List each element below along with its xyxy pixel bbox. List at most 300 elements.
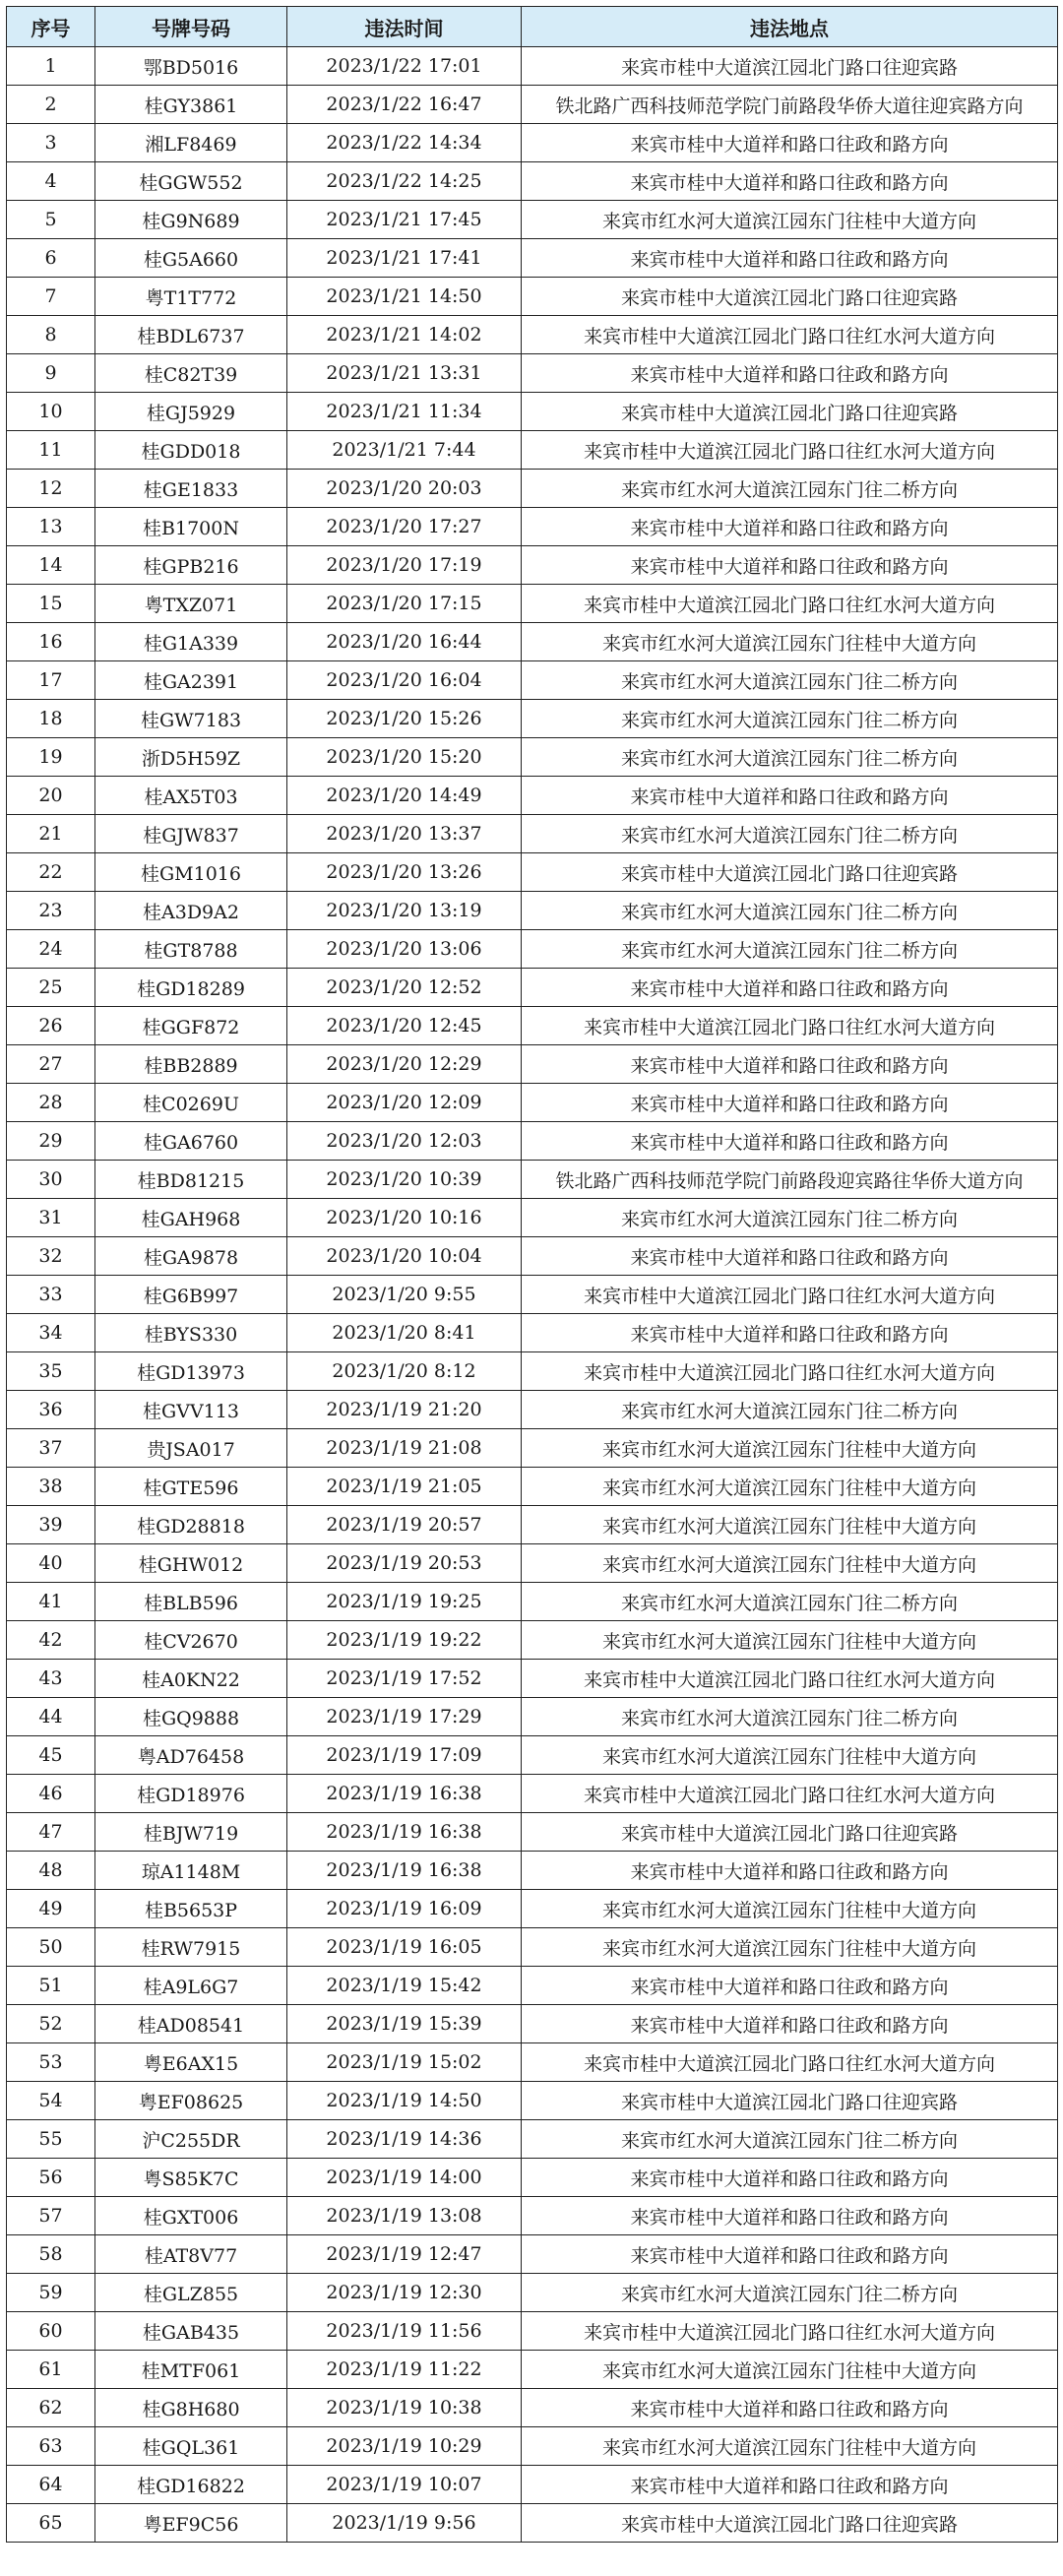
row-index-cell: 1	[7, 47, 95, 86]
violation-location-cell: 来宾市桂中大道滨江园北门路口往迎宾路	[522, 1813, 1058, 1852]
row-index-cell: 52	[7, 2005, 95, 2043]
violation-location-cell: 来宾市桂中大道祥和路口往政和路方向	[522, 1237, 1058, 1276]
violation-location-cell: 来宾市红水河大道滨江园东门往二桥方向	[522, 930, 1058, 969]
row-index-cell: 3	[7, 124, 95, 162]
plate-number-cell: 桂GQL361	[95, 2427, 287, 2466]
plate-number-cell: 桂GXT006	[95, 2197, 287, 2235]
violation-time-cell: 2023/1/21 17:45	[287, 201, 522, 239]
plate-number-cell: 粤EF08625	[95, 2082, 287, 2120]
plate-number-cell: 桂GHW012	[95, 1544, 287, 1583]
row-index-cell: 50	[7, 1928, 95, 1967]
violation-time-cell: 2023/1/22 14:34	[287, 124, 522, 162]
violation-time-cell: 2023/1/19 10:38	[287, 2389, 522, 2427]
violation-location-cell: 来宾市红水河大道滨江园东门往桂中大道方向	[522, 1544, 1058, 1583]
plate-number-cell: 桂GGF872	[95, 1007, 287, 1045]
row-index-cell: 13	[7, 508, 95, 546]
violation-time-cell: 2023/1/20 12:45	[287, 1007, 522, 1045]
plate-number-cell: 湘LF8469	[95, 124, 287, 162]
violation-location-cell: 来宾市桂中大道滨江园北门路口往红水河大道方向	[522, 431, 1058, 470]
table-row	[7, 1314, 1058, 1352]
plate-number-cell: 桂BLB596	[95, 1583, 287, 1621]
violation-time-cell: 2023/1/19 21:05	[287, 1468, 522, 1506]
row-index-cell: 47	[7, 1813, 95, 1852]
plate-number-cell: 桂GW7183	[95, 700, 287, 738]
violation-time-cell: 2023/1/21 7:44	[287, 431, 522, 470]
plate-number-cell: 桂AX5T03	[95, 777, 287, 815]
plate-number-cell: 桂C82T39	[95, 354, 287, 393]
plate-number-cell: 桂GVV113	[95, 1391, 287, 1429]
table-row	[7, 2312, 1058, 2351]
violation-time-cell: 2023/1/19 9:56	[287, 2504, 522, 2543]
violation-time-cell: 2023/1/20 15:20	[287, 738, 522, 777]
table-row	[7, 2159, 1058, 2197]
violation-location-cell: 来宾市红水河大道滨江园东门往桂中大道方向	[522, 2427, 1058, 2466]
row-index-cell: 62	[7, 2389, 95, 2427]
table-header	[7, 7, 1058, 47]
plate-number-cell: 桂BYS330	[95, 1314, 287, 1352]
violation-location-cell: 来宾市桂中大道祥和路口往政和路方向	[522, 162, 1058, 201]
violation-location-cell: 来宾市红水河大道滨江园东门往二桥方向	[522, 700, 1058, 738]
plate-number-cell: 桂GT8788	[95, 930, 287, 969]
violation-time-cell: 2023/1/19 11:56	[287, 2312, 522, 2351]
violation-location-cell: 来宾市红水河大道滨江园东门往二桥方向	[522, 892, 1058, 930]
row-index-cell: 15	[7, 585, 95, 623]
header-violation-time: 违法时间	[287, 7, 522, 47]
violation-location-cell: 来宾市红水河大道滨江园东门往二桥方向	[522, 470, 1058, 508]
table-row	[7, 1583, 1058, 1621]
plate-number-cell: 桂GD16822	[95, 2466, 287, 2504]
violation-location-cell: 来宾市红水河大道滨江园东门往桂中大道方向	[522, 623, 1058, 661]
row-index-cell: 31	[7, 1199, 95, 1237]
violation-location-cell: 来宾市桂中大道滨江园北门路口往红水河大道方向	[522, 2312, 1058, 2351]
table-row	[7, 201, 1058, 239]
table-row	[7, 2466, 1058, 2504]
violation-location-cell: 来宾市桂中大道滨江园北门路口往迎宾路	[522, 393, 1058, 431]
plate-number-cell: 桂GD18976	[95, 1775, 287, 1813]
plate-number-cell: 桂GA2391	[95, 661, 287, 700]
row-index-cell: 65	[7, 2504, 95, 2543]
violation-time-cell: 2023/1/19 11:22	[287, 2351, 522, 2389]
row-index-cell: 26	[7, 1007, 95, 1045]
header-index: 序号	[7, 7, 95, 47]
violation-location-cell: 来宾市桂中大道祥和路口往政和路方向	[522, 1314, 1058, 1352]
violation-time-cell: 2023/1/22 17:01	[287, 47, 522, 86]
violation-time-cell: 2023/1/20 12:03	[287, 1122, 522, 1161]
row-index-cell: 16	[7, 623, 95, 661]
table-row	[7, 2082, 1058, 2120]
row-index-cell: 38	[7, 1468, 95, 1506]
header-row	[7, 7, 1058, 47]
row-index-cell: 21	[7, 815, 95, 853]
plate-number-cell: 桂G8H680	[95, 2389, 287, 2427]
plate-number-cell: 琼A1148M	[95, 1852, 287, 1890]
table-row	[7, 393, 1058, 431]
violation-time-cell: 2023/1/19 14:50	[287, 2082, 522, 2120]
violation-time-cell: 2023/1/19 16:09	[287, 1890, 522, 1928]
violation-location-cell: 来宾市红水河大道滨江园东门往桂中大道方向	[522, 2351, 1058, 2389]
plate-number-cell: 桂A9L6G7	[95, 1967, 287, 2005]
violation-location-cell: 来宾市红水河大道滨江园东门往桂中大道方向	[522, 1506, 1058, 1544]
violation-location-cell: 来宾市红水河大道滨江园东门往桂中大道方向	[522, 1928, 1058, 1967]
table-row	[7, 508, 1058, 546]
plate-number-cell: 桂GA9878	[95, 1237, 287, 1276]
plate-number-cell: 桂G1A339	[95, 623, 287, 661]
row-index-cell: 7	[7, 278, 95, 316]
plate-number-cell: 浙D5H59Z	[95, 738, 287, 777]
plate-number-cell: 桂BDL6737	[95, 316, 287, 354]
violation-time-cell: 2023/1/20 15:26	[287, 700, 522, 738]
table-row	[7, 815, 1058, 853]
violation-time-cell: 2023/1/19 17:29	[287, 1698, 522, 1736]
plate-number-cell: 桂GDD018	[95, 431, 287, 470]
plate-number-cell: 桂GE1833	[95, 470, 287, 508]
violation-location-cell: 来宾市红水河大道滨江园东门往桂中大道方向	[522, 1429, 1058, 1468]
table-row	[7, 431, 1058, 470]
plate-number-cell: 桂GY3861	[95, 86, 287, 124]
row-index-cell: 25	[7, 969, 95, 1007]
row-index-cell: 11	[7, 431, 95, 470]
violation-time-cell: 2023/1/20 12:52	[287, 969, 522, 1007]
row-index-cell: 24	[7, 930, 95, 969]
plate-number-cell: 桂G9N689	[95, 201, 287, 239]
row-index-cell: 40	[7, 1544, 95, 1583]
violation-time-cell: 2023/1/19 16:38	[287, 1775, 522, 1813]
plate-number-cell: 桂CV2670	[95, 1621, 287, 1660]
violation-location-cell: 来宾市桂中大道祥和路口往政和路方向	[522, 2159, 1058, 2197]
plate-number-cell: 粤E6AX15	[95, 2043, 287, 2082]
row-index-cell: 33	[7, 1276, 95, 1314]
row-index-cell: 48	[7, 1852, 95, 1890]
violation-time-cell: 2023/1/20 12:09	[287, 1084, 522, 1122]
row-index-cell: 61	[7, 2351, 95, 2389]
violation-time-cell: 2023/1/20 8:12	[287, 1352, 522, 1391]
row-index-cell: 60	[7, 2312, 95, 2351]
violation-time-cell: 2023/1/20 17:27	[287, 508, 522, 546]
violation-location-cell: 来宾市桂中大道祥和路口往政和路方向	[522, 239, 1058, 278]
violation-time-cell: 2023/1/20 13:37	[287, 815, 522, 853]
violation-location-cell: 来宾市红水河大道滨江园东门往桂中大道方向	[522, 1621, 1058, 1660]
table-row	[7, 1045, 1058, 1084]
table-row	[7, 585, 1058, 623]
plate-number-cell: 桂G6B997	[95, 1276, 287, 1314]
violation-location-cell: 来宾市桂中大道滨江园北门路口往迎宾路	[522, 278, 1058, 316]
table-row	[7, 1544, 1058, 1583]
violation-time-cell: 2023/1/19 19:22	[287, 1621, 522, 1660]
row-index-cell: 4	[7, 162, 95, 201]
violation-time-cell: 2023/1/20 13:19	[287, 892, 522, 930]
violation-time-cell: 2023/1/19 20:53	[287, 1544, 522, 1583]
violation-location-cell: 来宾市桂中大道祥和路口往政和路方向	[522, 1852, 1058, 1890]
table-row	[7, 853, 1058, 892]
plate-number-cell: 粤EF9C56	[95, 2504, 287, 2543]
header-plate-number: 号牌号码	[95, 7, 287, 47]
violation-table	[6, 6, 1058, 2543]
table-row	[7, 1890, 1058, 1928]
row-index-cell: 53	[7, 2043, 95, 2082]
violation-time-cell: 2023/1/19 12:30	[287, 2274, 522, 2312]
violation-time-cell: 2023/1/22 16:47	[287, 86, 522, 124]
violation-time-cell: 2023/1/20 13:26	[287, 853, 522, 892]
row-index-cell: 59	[7, 2274, 95, 2312]
plate-number-cell: 桂GM1016	[95, 853, 287, 892]
plate-number-cell: 桂BB2889	[95, 1045, 287, 1084]
violation-location-cell: 来宾市桂中大道滨江园北门路口往迎宾路	[522, 853, 1058, 892]
violation-location-cell: 来宾市桂中大道滨江园北门路口往红水河大道方向	[522, 316, 1058, 354]
violation-location-cell: 来宾市桂中大道滨江园北门路口往红水河大道方向	[522, 1352, 1058, 1391]
table-row	[7, 1161, 1058, 1199]
violation-time-cell: 2023/1/19 16:38	[287, 1813, 522, 1852]
table-row	[7, 470, 1058, 508]
plate-number-cell: 桂B1700N	[95, 508, 287, 546]
table-row	[7, 1698, 1058, 1736]
table-row	[7, 1237, 1058, 1276]
row-index-cell: 63	[7, 2427, 95, 2466]
violation-time-cell: 2023/1/21 14:02	[287, 316, 522, 354]
violation-time-cell: 2023/1/19 15:39	[287, 2005, 522, 2043]
row-index-cell: 35	[7, 1352, 95, 1391]
plate-number-cell: 桂GAB435	[95, 2312, 287, 2351]
plate-number-cell: 桂GQ9888	[95, 1698, 287, 1736]
row-index-cell: 58	[7, 2235, 95, 2274]
violation-location-cell: 来宾市桂中大道滨江园北门路口往红水河大道方向	[522, 585, 1058, 623]
violation-location-cell: 来宾市桂中大道祥和路口往政和路方向	[522, 1967, 1058, 2005]
plate-number-cell: 沪C255DR	[95, 2120, 287, 2159]
row-index-cell: 8	[7, 316, 95, 354]
plate-number-cell: 桂GAH968	[95, 1199, 287, 1237]
table-row	[7, 354, 1058, 393]
row-index-cell: 17	[7, 661, 95, 700]
violation-location-cell: 来宾市桂中大道祥和路口往政和路方向	[522, 1122, 1058, 1161]
violation-time-cell: 2023/1/19 14:00	[287, 2159, 522, 2197]
row-index-cell: 57	[7, 2197, 95, 2235]
table-row	[7, 1352, 1058, 1391]
table-row	[7, 316, 1058, 354]
violation-location-cell: 铁北路广西科技师范学院门前路段迎宾路往华侨大道方向	[522, 1161, 1058, 1199]
violation-location-cell: 来宾市桂中大道祥和路口往政和路方向	[522, 2389, 1058, 2427]
row-index-cell: 9	[7, 354, 95, 393]
violation-location-cell: 来宾市桂中大道滨江园北门路口往迎宾路	[522, 47, 1058, 86]
violation-time-cell: 2023/1/19 17:09	[287, 1736, 522, 1775]
plate-number-cell: 粤S85K7C	[95, 2159, 287, 2197]
table-row	[7, 2274, 1058, 2312]
table-row	[7, 1775, 1058, 1813]
table-row	[7, 1736, 1058, 1775]
violation-time-cell: 2023/1/20 17:15	[287, 585, 522, 623]
violation-time-cell: 2023/1/20 16:04	[287, 661, 522, 700]
violation-location-cell: 来宾市红水河大道滨江园东门往二桥方向	[522, 661, 1058, 700]
violation-location-cell: 来宾市桂中大道滨江园北门路口往迎宾路	[522, 2504, 1058, 2543]
table-row	[7, 278, 1058, 316]
row-index-cell: 23	[7, 892, 95, 930]
row-index-cell: 39	[7, 1506, 95, 1544]
violation-time-cell: 2023/1/20 9:55	[287, 1276, 522, 1314]
table-row	[7, 1621, 1058, 1660]
table-row	[7, 546, 1058, 585]
violation-time-cell: 2023/1/19 15:02	[287, 2043, 522, 2082]
violation-time-cell: 2023/1/19 19:25	[287, 1583, 522, 1621]
plate-number-cell: 桂C0269U	[95, 1084, 287, 1122]
violation-time-cell: 2023/1/20 8:41	[287, 1314, 522, 1352]
row-index-cell: 6	[7, 239, 95, 278]
violation-location-cell: 来宾市桂中大道祥和路口往政和路方向	[522, 354, 1058, 393]
violation-location-cell: 来宾市桂中大道滨江园北门路口往红水河大道方向	[522, 1660, 1058, 1698]
table-row	[7, 1967, 1058, 2005]
row-index-cell: 37	[7, 1429, 95, 1468]
plate-number-cell: 桂BD81215	[95, 1161, 287, 1199]
row-index-cell: 30	[7, 1161, 95, 1199]
violation-time-cell: 2023/1/19 16:38	[287, 1852, 522, 1890]
violation-location-cell: 来宾市桂中大道滨江园北门路口往红水河大道方向	[522, 1007, 1058, 1045]
plate-number-cell: 桂GLZ855	[95, 2274, 287, 2312]
violation-time-cell: 2023/1/21 17:41	[287, 239, 522, 278]
violation-location-cell: 来宾市红水河大道滨江园东门往二桥方向	[522, 1583, 1058, 1621]
violation-location-cell: 来宾市红水河大道滨江园东门往二桥方向	[522, 2274, 1058, 2312]
row-index-cell: 28	[7, 1084, 95, 1122]
row-index-cell: 56	[7, 2159, 95, 2197]
plate-number-cell: 桂GPB216	[95, 546, 287, 585]
violation-location-cell: 来宾市桂中大道祥和路口往政和路方向	[522, 2235, 1058, 2274]
row-index-cell: 42	[7, 1621, 95, 1660]
plate-number-cell: 桂GD28818	[95, 1506, 287, 1544]
table-row	[7, 892, 1058, 930]
violation-location-cell: 来宾市桂中大道祥和路口往政和路方向	[522, 546, 1058, 585]
row-index-cell: 44	[7, 1698, 95, 1736]
plate-number-cell: 桂AD08541	[95, 2005, 287, 2043]
violation-location-cell: 来宾市桂中大道祥和路口往政和路方向	[522, 777, 1058, 815]
table-row	[7, 2351, 1058, 2389]
plate-number-cell: 桂GD13973	[95, 1352, 287, 1391]
table-row	[7, 2120, 1058, 2159]
table-row	[7, 661, 1058, 700]
table-row	[7, 700, 1058, 738]
plate-number-cell: 桂B5653P	[95, 1890, 287, 1928]
violation-location-cell: 来宾市红水河大道滨江园东门往二桥方向	[522, 2120, 1058, 2159]
plate-number-cell: 桂GJW837	[95, 815, 287, 853]
table-body	[7, 47, 1058, 2543]
plate-number-cell: 桂GA6760	[95, 1122, 287, 1161]
violation-location-cell: 来宾市桂中大道祥和路口往政和路方向	[522, 1084, 1058, 1122]
row-index-cell: 18	[7, 700, 95, 738]
violation-location-cell: 来宾市桂中大道祥和路口往政和路方向	[522, 124, 1058, 162]
violation-time-cell: 2023/1/19 13:08	[287, 2197, 522, 2235]
table-row	[7, 1122, 1058, 1161]
violation-location-cell: 来宾市桂中大道祥和路口往政和路方向	[522, 2005, 1058, 2043]
violation-location-cell: 来宾市桂中大道滨江园北门路口往红水河大道方向	[522, 1276, 1058, 1314]
violation-location-cell: 来宾市红水河大道滨江园东门往二桥方向	[522, 1199, 1058, 1237]
violation-location-cell: 来宾市红水河大道滨江园东门往桂中大道方向	[522, 1736, 1058, 1775]
violation-location-cell: 来宾市桂中大道祥和路口往政和路方向	[522, 2466, 1058, 2504]
violation-time-cell: 2023/1/20 14:49	[287, 777, 522, 815]
row-index-cell: 36	[7, 1391, 95, 1429]
row-index-cell: 12	[7, 470, 95, 508]
row-index-cell: 2	[7, 86, 95, 124]
violation-location-cell: 来宾市桂中大道祥和路口往政和路方向	[522, 2197, 1058, 2235]
violation-location-cell: 来宾市红水河大道滨江园东门往二桥方向	[522, 815, 1058, 853]
row-index-cell: 20	[7, 777, 95, 815]
violation-time-cell: 2023/1/20 13:06	[287, 930, 522, 969]
violation-time-cell: 2023/1/22 14:25	[287, 162, 522, 201]
row-index-cell: 54	[7, 2082, 95, 2120]
plate-number-cell: 桂A0KN22	[95, 1660, 287, 1698]
violation-time-cell: 2023/1/21 11:34	[287, 393, 522, 431]
violation-location-cell: 来宾市红水河大道滨江园东门往二桥方向	[522, 738, 1058, 777]
plate-number-cell: 粤AD76458	[95, 1736, 287, 1775]
violation-time-cell: 2023/1/20 12:29	[287, 1045, 522, 1084]
plate-number-cell: 桂G5A660	[95, 239, 287, 278]
row-index-cell: 27	[7, 1045, 95, 1084]
row-index-cell: 32	[7, 1237, 95, 1276]
violation-time-cell: 2023/1/19 17:52	[287, 1660, 522, 1698]
plate-number-cell: 粤TXZ071	[95, 585, 287, 623]
row-index-cell: 45	[7, 1736, 95, 1775]
row-index-cell: 22	[7, 853, 95, 892]
plate-number-cell: 桂GD18289	[95, 969, 287, 1007]
plate-number-cell: 桂BJW719	[95, 1813, 287, 1852]
table-row	[7, 2389, 1058, 2427]
table-row	[7, 2043, 1058, 2082]
violation-time-cell: 2023/1/20 10:04	[287, 1237, 522, 1276]
table-row	[7, 2427, 1058, 2466]
plate-number-cell: 鄂BD5016	[95, 47, 287, 86]
row-index-cell: 5	[7, 201, 95, 239]
violation-time-cell: 2023/1/19 21:08	[287, 1429, 522, 1468]
table-row	[7, 1506, 1058, 1544]
table-row	[7, 930, 1058, 969]
row-index-cell: 14	[7, 546, 95, 585]
table-row	[7, 2197, 1058, 2235]
plate-number-cell: 粤T1T772	[95, 278, 287, 316]
violation-location-cell: 来宾市桂中大道滨江园北门路口往迎宾路	[522, 2082, 1058, 2120]
row-index-cell: 49	[7, 1890, 95, 1928]
row-index-cell: 51	[7, 1967, 95, 2005]
table-row	[7, 1084, 1058, 1122]
violation-time-cell: 2023/1/20 20:03	[287, 470, 522, 508]
violation-time-cell: 2023/1/19 20:57	[287, 1506, 522, 1544]
violation-location-cell: 来宾市红水河大道滨江园东门往二桥方向	[522, 1698, 1058, 1736]
row-index-cell: 55	[7, 2120, 95, 2159]
row-index-cell: 43	[7, 1660, 95, 1698]
row-index-cell: 34	[7, 1314, 95, 1352]
table-row	[7, 1928, 1058, 1967]
plate-number-cell: 桂GGW552	[95, 162, 287, 201]
table-row	[7, 1199, 1058, 1237]
violation-time-cell: 2023/1/20 16:44	[287, 623, 522, 661]
violation-location-cell: 来宾市桂中大道祥和路口往政和路方向	[522, 969, 1058, 1007]
table-row	[7, 969, 1058, 1007]
table-row	[7, 86, 1058, 124]
violation-time-cell: 2023/1/19 10:29	[287, 2427, 522, 2466]
table-row	[7, 239, 1058, 278]
table-row	[7, 1276, 1058, 1314]
table-row	[7, 2005, 1058, 2043]
row-index-cell: 64	[7, 2466, 95, 2504]
violation-time-cell: 2023/1/19 21:20	[287, 1391, 522, 1429]
table-row	[7, 47, 1058, 86]
table-row	[7, 2235, 1058, 2274]
header-violation-location: 违法地点	[522, 7, 1058, 47]
violation-time-cell: 2023/1/19 10:07	[287, 2466, 522, 2504]
violation-time-cell: 2023/1/20 10:39	[287, 1161, 522, 1199]
row-index-cell: 29	[7, 1122, 95, 1161]
table-row	[7, 162, 1058, 201]
plate-number-cell: 桂MTF061	[95, 2351, 287, 2389]
violation-location-cell: 来宾市红水河大道滨江园东门往二桥方向	[522, 1391, 1058, 1429]
violation-time-cell: 2023/1/20 10:16	[287, 1199, 522, 1237]
violation-location-cell: 来宾市桂中大道祥和路口往政和路方向	[522, 508, 1058, 546]
row-index-cell: 41	[7, 1583, 95, 1621]
violation-location-cell: 来宾市红水河大道滨江园东门往桂中大道方向	[522, 1468, 1058, 1506]
violation-time-cell: 2023/1/19 16:05	[287, 1928, 522, 1967]
